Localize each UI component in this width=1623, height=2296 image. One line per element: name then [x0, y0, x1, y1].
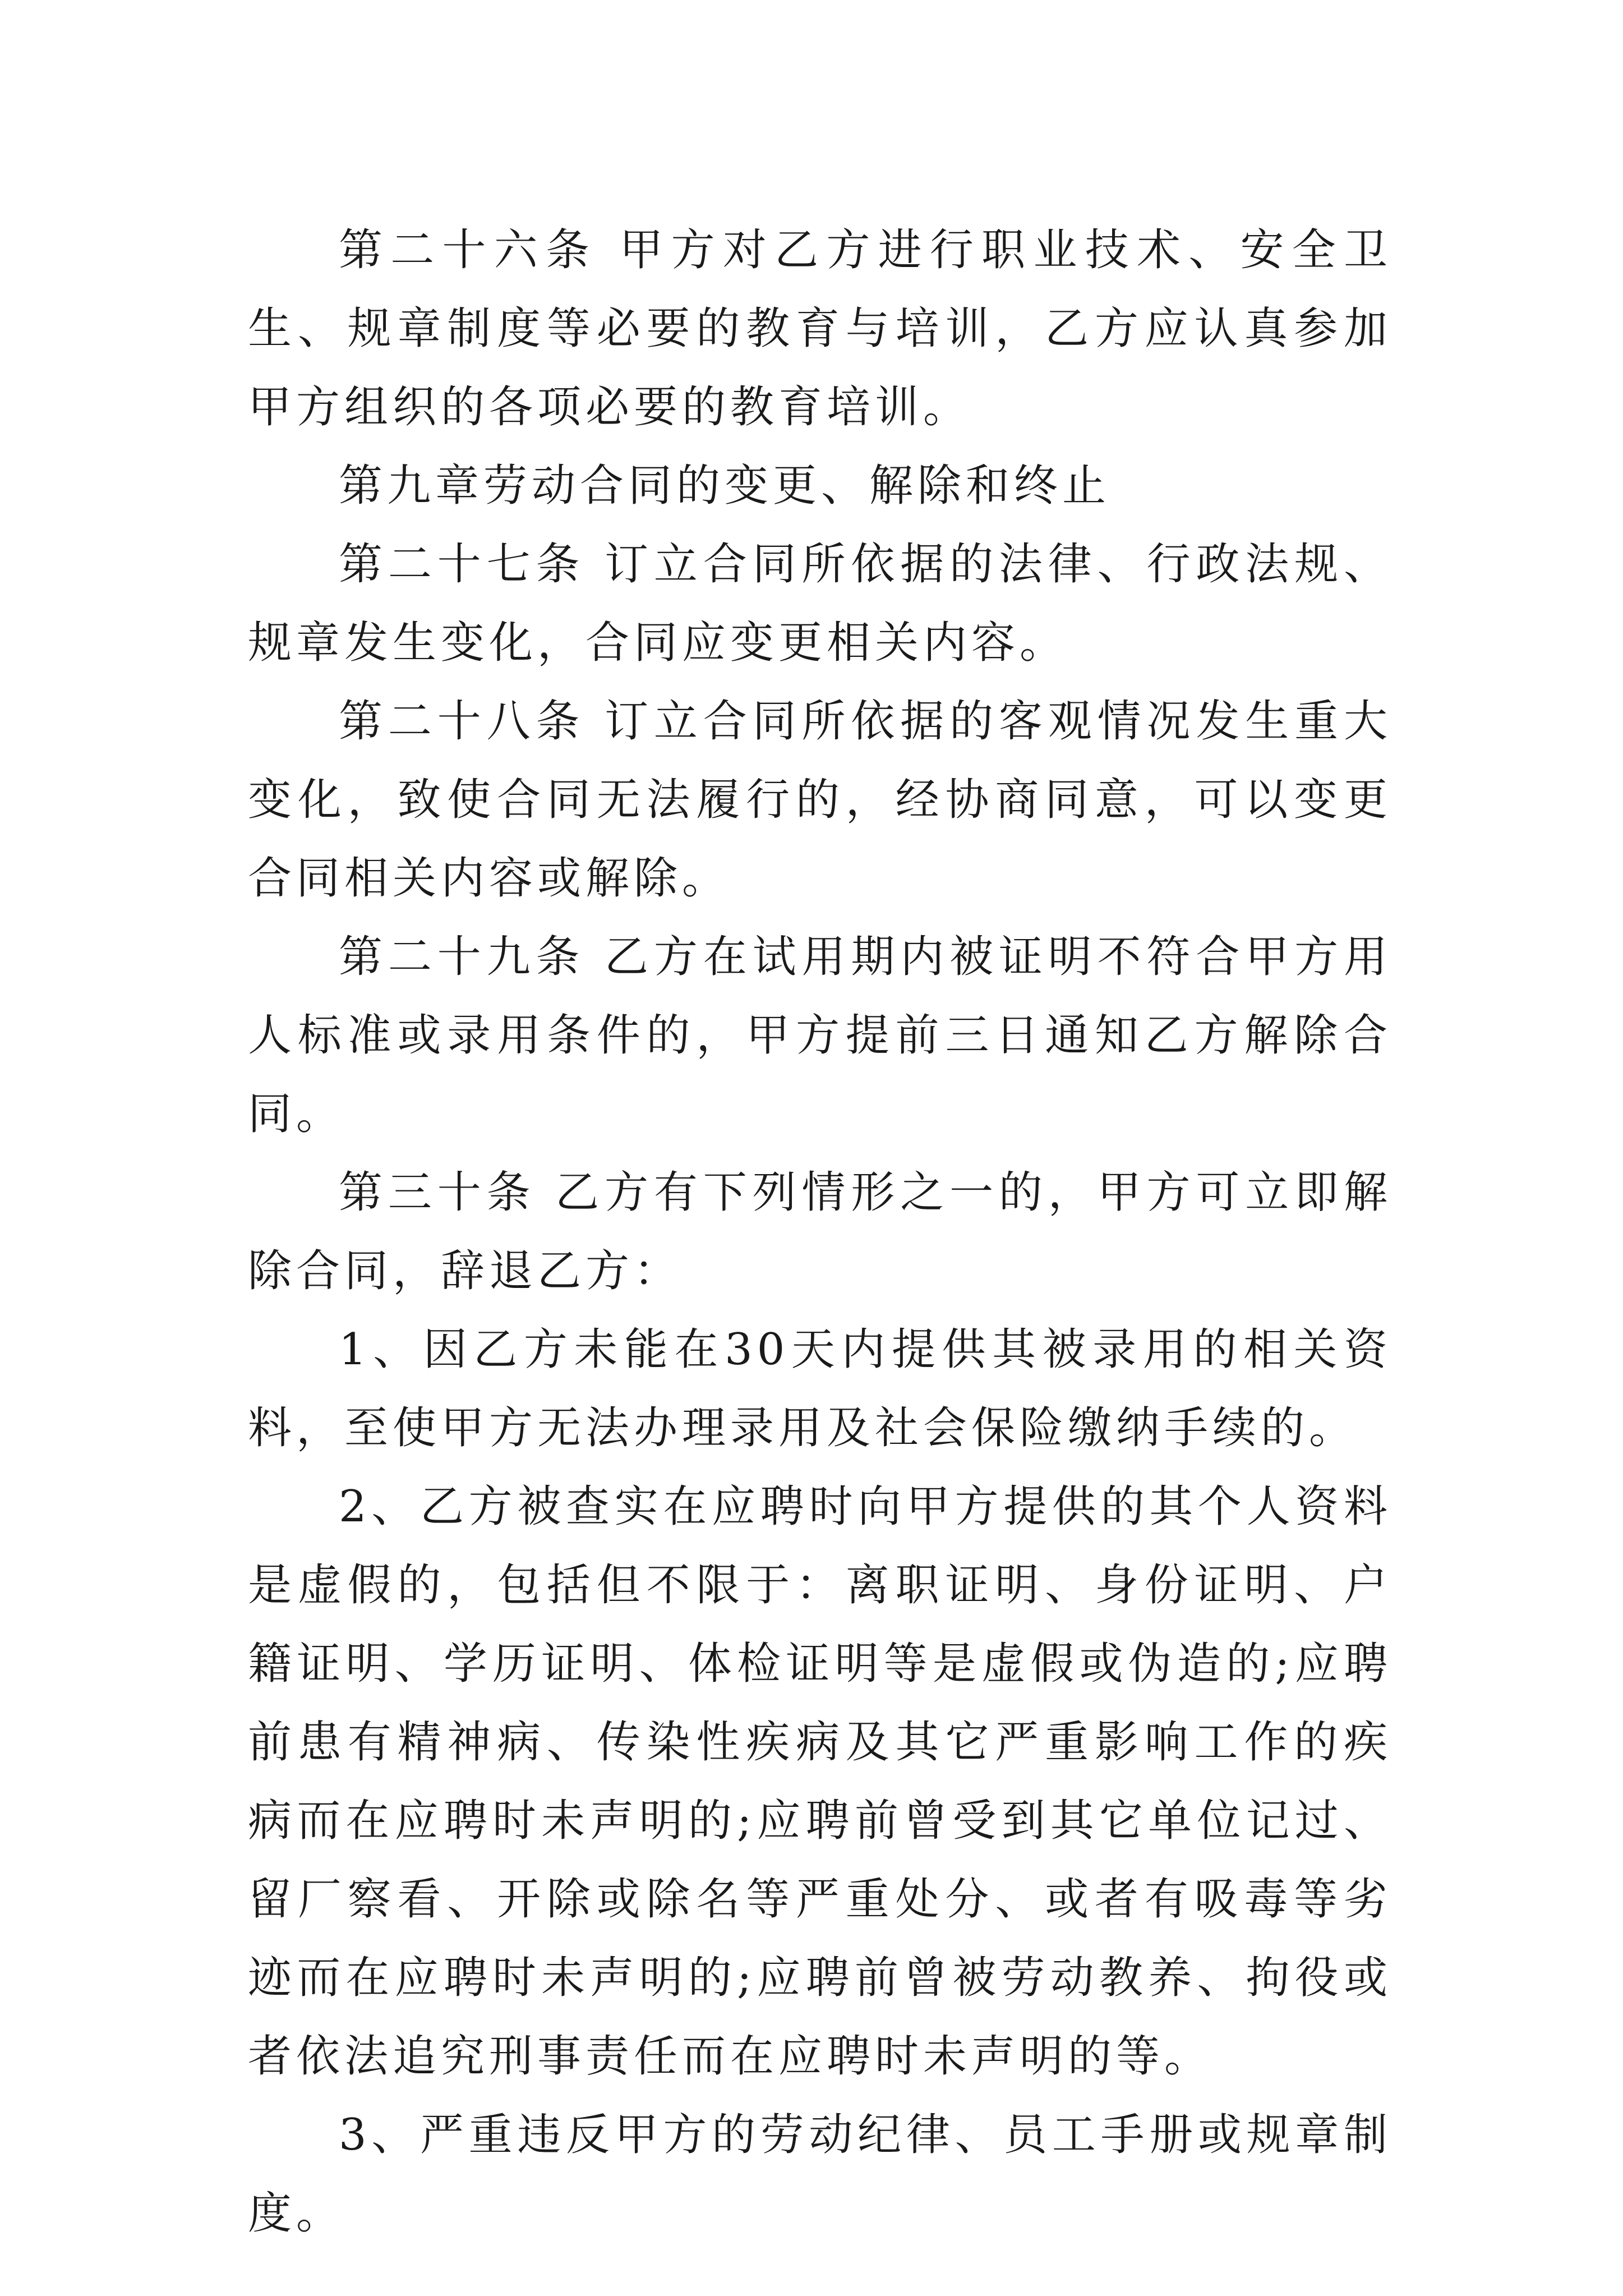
document-body	[248, 211, 1392, 2253]
article-28-paragraph: 第二十八条 订立合同所依据的客观情况发生重大变化，致使合同无法履行的，经协商同意，可以变更合同相关内容或解除。	[248, 696, 1392, 904]
list-item-1: 1、因乙方未能在30天内提供其被录用的相关资料，至使甲方无法办理录用及社会保险缴纳手续的。	[248, 1324, 1392, 1453]
list-item-2: 2、乙方被查实在应聘时向甲方提供的其个人资料是虚假的，包括但不限于：离职证明、身份证明、户籍证明、学历证明、体检证明等是虚假或伪造的;应聘前患有精神病、传染性疾病及其它严重影响工作的疾病而在应聘时未声明的;应聘前曾受到其它单位记过、留厂察看、开除或除名等严重处分、或者有吸毒等劣迹而在应聘时未声明的;应聘前曾被劳动教养、拘役或者依法追究刑事责任而在应聘时未声明的等。	[248, 1481, 1392, 2082]
article-30-paragraph: 第三十条 乙方有下列情形之一的，甲方可立即解除合同，辞退乙方：	[248, 1167, 1392, 1296]
article-29-paragraph: 第二十九条 乙方在试用期内被证明不符合甲方用人标准或录用条件的，甲方提前三日通知乙方解除合同。	[248, 932, 1392, 1139]
chapter-9-heading: 第九章劳动合同的变更、解除和终止	[339, 461, 1111, 511]
article-27-paragraph: 第二十七条 订立合同所依据的法律、行政法规、规章发生变化，合同应变更相关内容。	[248, 539, 1392, 668]
article-26-paragraph: 第二十六条 甲方对乙方进行职业技术、安全卫生、规章制度等必要的教育与培训，乙方应认真参加甲方组织的各项必要的教育培训。	[248, 225, 1392, 432]
list-item-3: 3、严重违反甲方的劳动纪律、员工手册或规章制度。	[248, 2110, 1392, 2239]
